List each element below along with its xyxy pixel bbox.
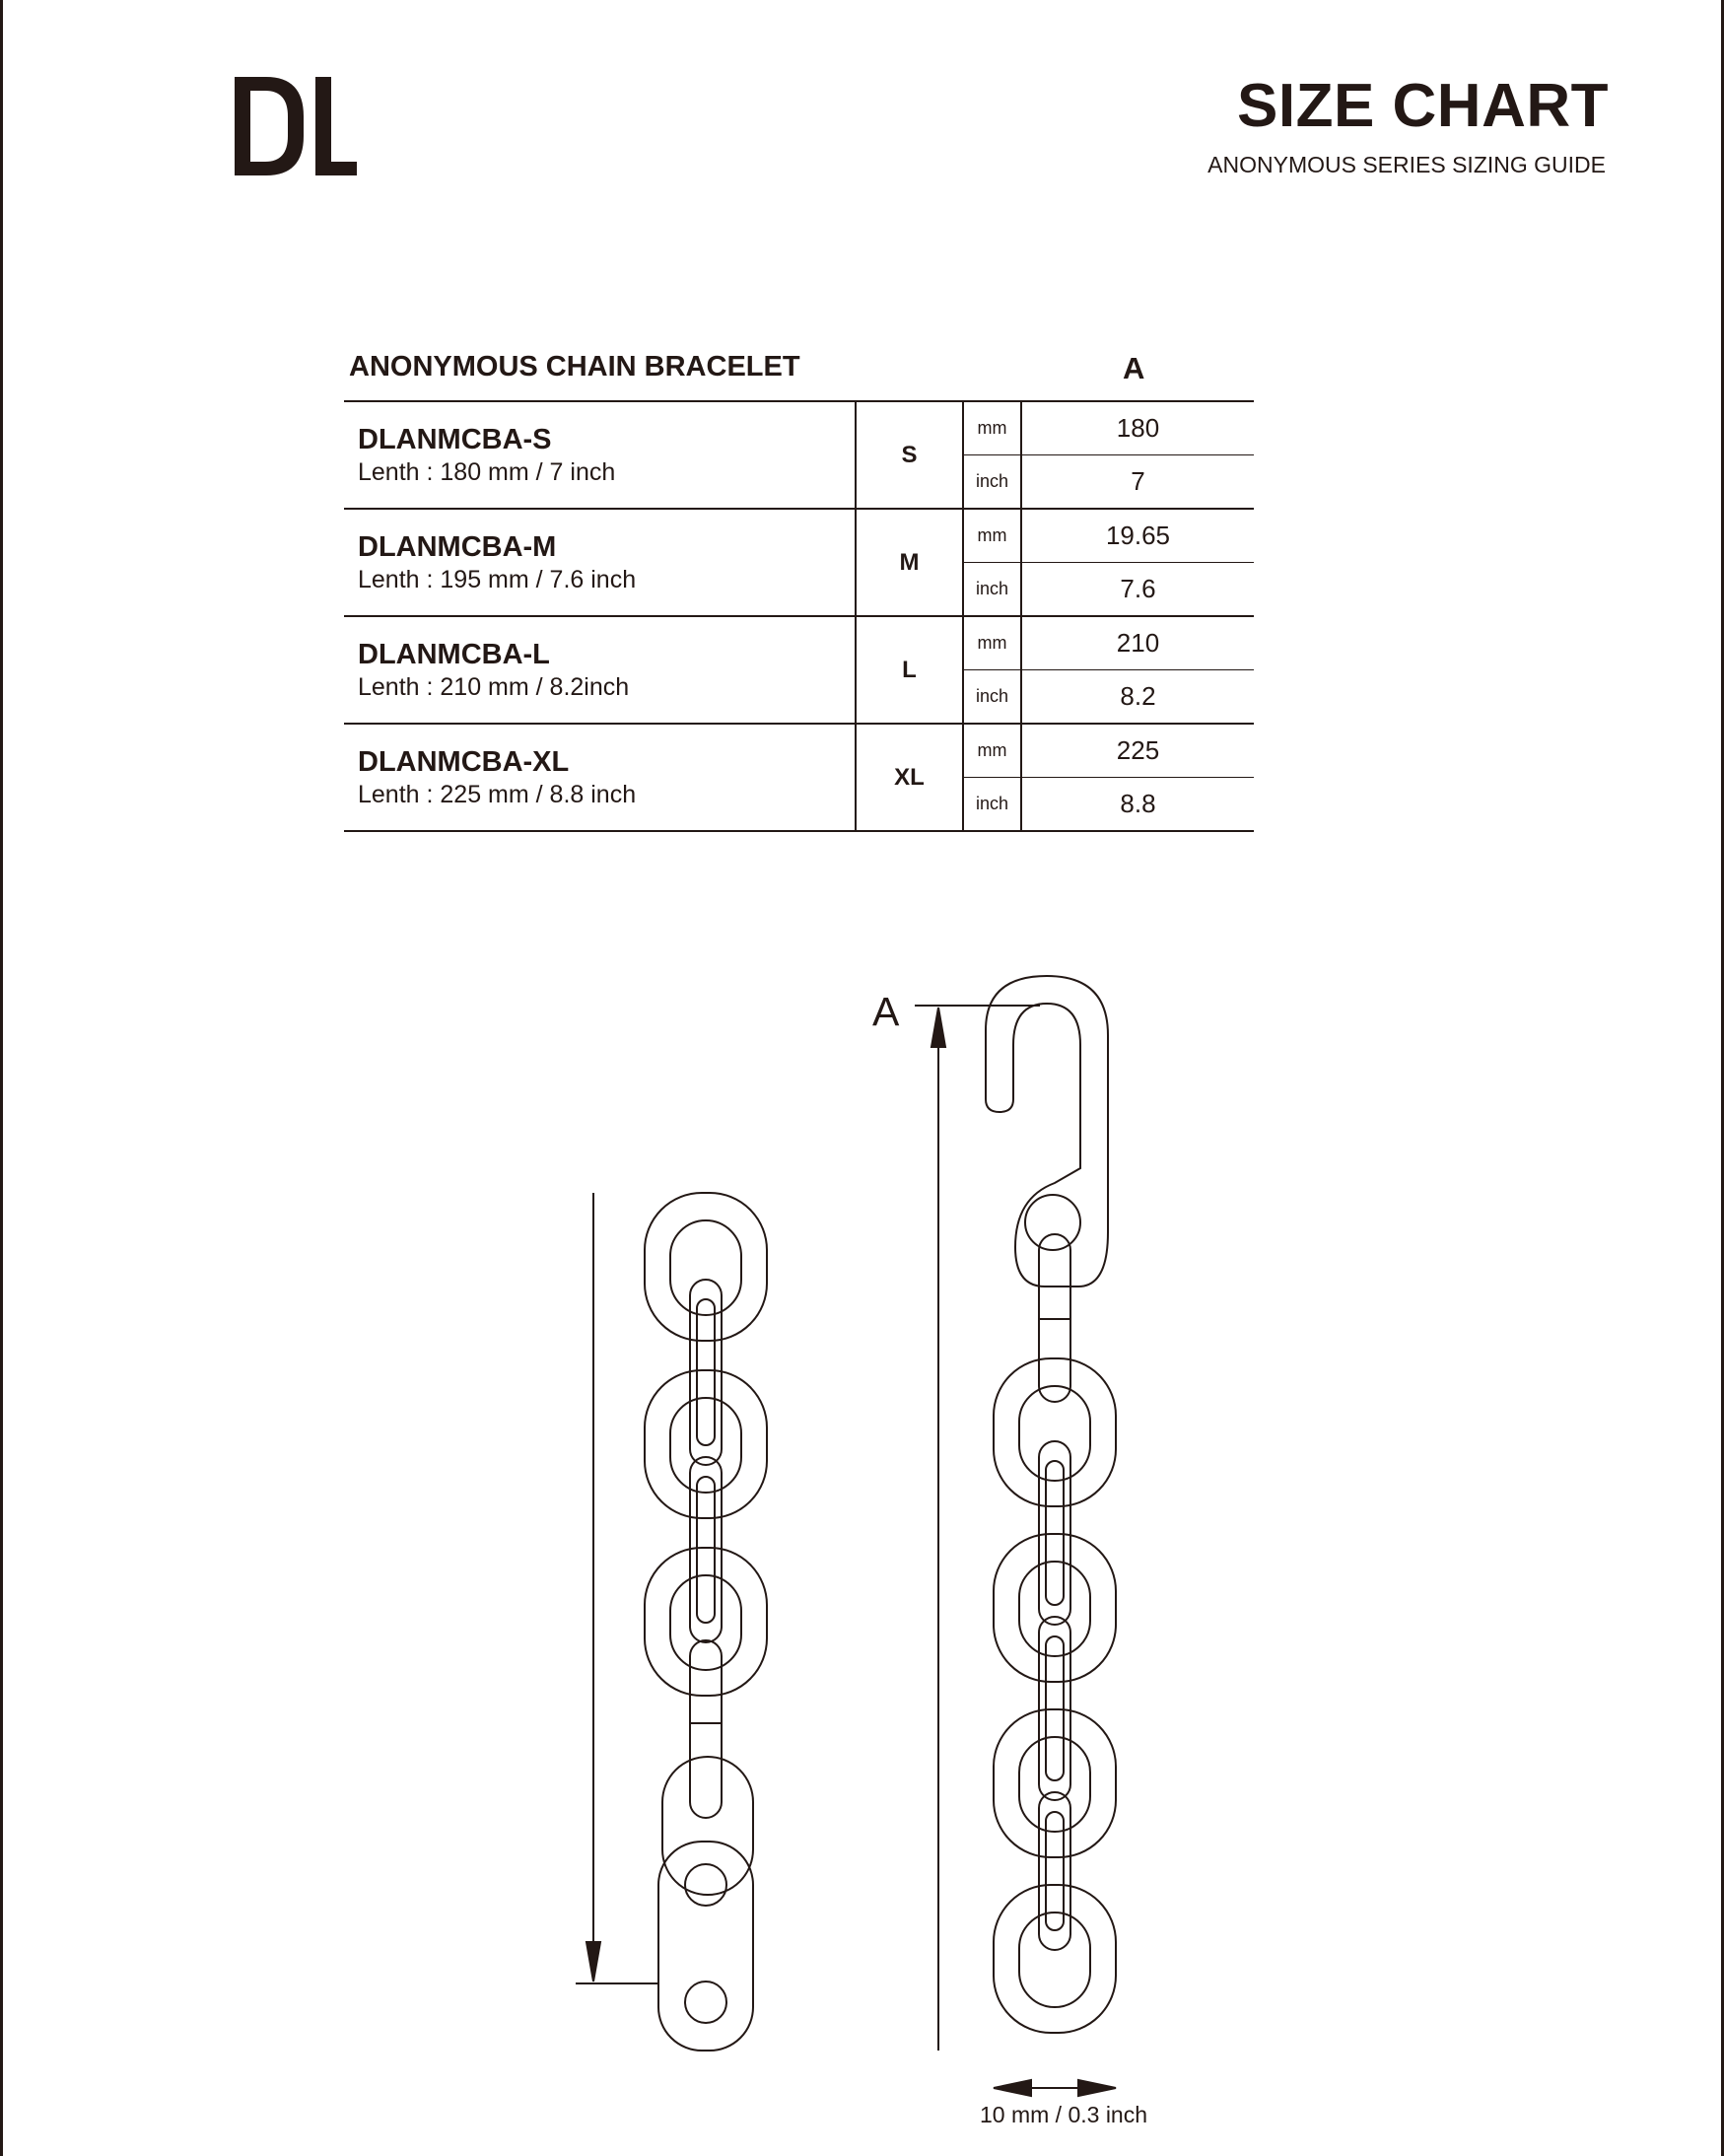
arrow-down-icon — [586, 1942, 600, 1982]
left-chain — [576, 1193, 767, 2051]
arrow-right-icon — [1078, 2080, 1116, 2096]
size-cell: M — [856, 509, 963, 616]
size-cell: XL — [856, 724, 963, 831]
page-title: SIZE CHART — [1237, 72, 1609, 140]
product-code: DLANMCBA-S — [358, 423, 552, 455]
hook-clasp — [986, 976, 1108, 1287]
product-length: Lenth : 195 mm / 7.6 inch — [358, 565, 637, 593]
chain-link — [645, 1193, 767, 1341]
product-code: DLANMCBA-M — [358, 530, 557, 563]
value-mm: 19.65 — [1021, 509, 1254, 563]
chain-link-inner — [690, 1457, 722, 1642]
chain-link-inner — [690, 1640, 722, 1818]
size-cell: L — [856, 616, 963, 724]
chain-link — [994, 1358, 1116, 1506]
chain-link-inner — [690, 1280, 722, 1465]
dimension-a-header: A — [1123, 351, 1145, 385]
arrow-up-icon — [931, 1008, 945, 1047]
chain-link-inner — [1039, 1792, 1070, 1950]
unit-inch: inch — [963, 563, 1021, 617]
unit-mm: mm — [963, 724, 1021, 778]
page-subtitle: ANONYMOUS SERIES SIZING GUIDE — [1207, 152, 1606, 177]
value-mm: 210 — [1021, 616, 1254, 670]
value-inch: 8.8 — [1021, 778, 1254, 832]
unit-mm: mm — [963, 616, 1021, 670]
product-length: Lenth : 225 mm / 8.8 inch — [358, 780, 637, 808]
chain-link — [994, 1534, 1116, 1682]
value-mm: 180 — [1021, 401, 1254, 455]
value-inch: 7 — [1021, 455, 1254, 510]
unit-inch: inch — [963, 455, 1021, 510]
value-mm: 225 — [1021, 724, 1254, 778]
unit-inch: inch — [963, 778, 1021, 832]
product-length: Lenth : 210 mm / 8.2inch — [358, 672, 630, 701]
product-name-header: ANONYMOUS CHAIN BRACELET — [349, 351, 800, 383]
chain-link — [994, 1885, 1116, 2033]
unit-inch: inch — [963, 670, 1021, 725]
product-code: DLANMCBA-L — [358, 638, 550, 670]
product-length: Lenth : 180 mm / 7 inch — [358, 457, 616, 486]
size-cell: S — [856, 401, 963, 509]
chain-link-inner — [1039, 1234, 1070, 1402]
chain-link — [994, 1709, 1116, 1857]
unit-mm: mm — [963, 509, 1021, 563]
value-inch: 7.6 — [1021, 563, 1254, 617]
clasp-plate — [658, 1757, 753, 2051]
width-label: 10 mm / 0.3 inch — [980, 2102, 1148, 2127]
dimension-a-label: A — [872, 989, 900, 1034]
value-inch: 8.2 — [1021, 670, 1254, 725]
width-dimension — [994, 2080, 1116, 2096]
unit-mm: mm — [963, 401, 1021, 455]
arrow-left-icon — [994, 2080, 1031, 2096]
right-chain — [915, 976, 1116, 2051]
product-code: DLANMCBA-XL — [358, 745, 570, 778]
